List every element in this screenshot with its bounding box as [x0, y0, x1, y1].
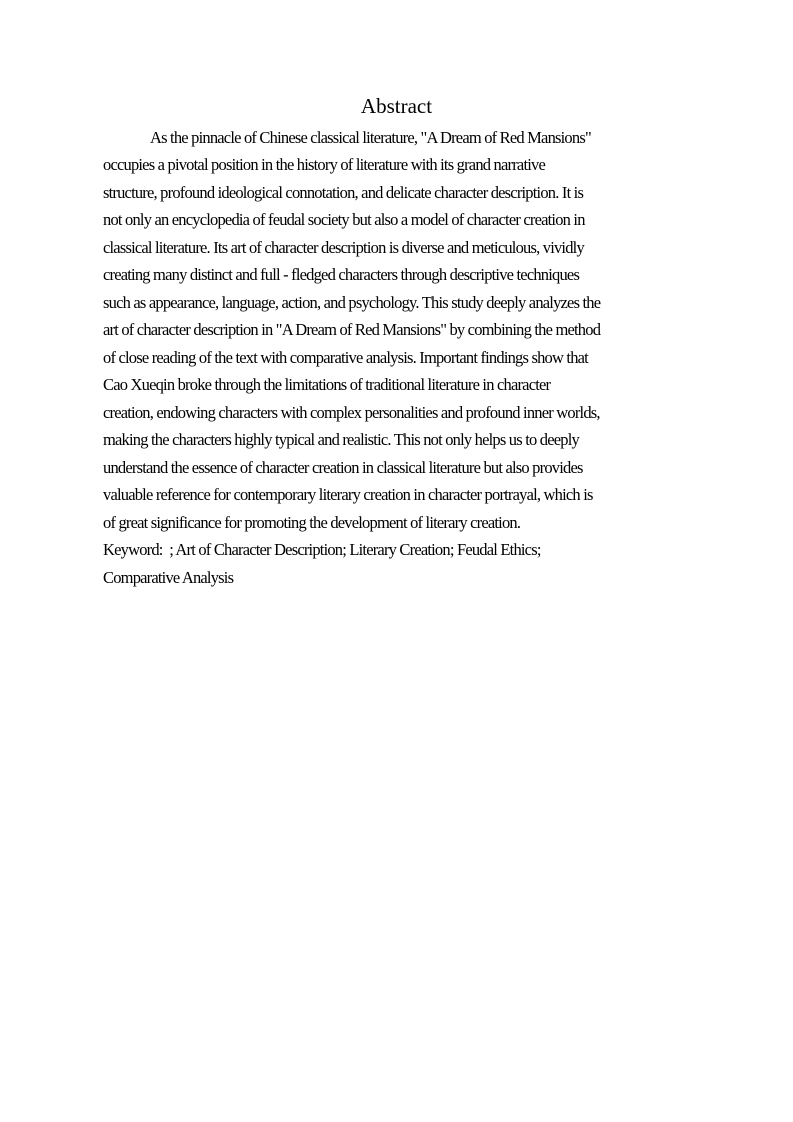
text-line: As the pinnacle of Chinese classical literature, "A Dream of Red Mansions": [150, 127, 591, 147]
text-line: structure, profound ideological connotation, and delicate character description. It is: [103, 182, 584, 202]
text-line: making the characters highly typical and realistic. This not only helps us to deeply: [103, 430, 579, 449]
text-line: of close reading of the text with comparative analysis. Important findings show that: [103, 347, 588, 367]
abstract-paragraph: [103, 124, 690, 537]
text-line: occupies a pivotal position in the history of literature with its grand narrative: [103, 155, 545, 174]
keywords-paragraph: [103, 536, 690, 591]
text-line: art of character description in "A Dream of Red Mansions" by combining the method: [103, 320, 601, 339]
text-line: of great significance for promoting the development of literary creation.: [103, 512, 521, 532]
text-line: creating many distinct and full - fledged characters through descriptive techniques: [103, 265, 580, 284]
text-line: Comparative Analysis: [103, 567, 234, 587]
text-line: valuable reference for contemporary literary creation in character portrayal, which is: [103, 485, 593, 504]
text-line: such as appearance, language, action, and psychology. This study deeply analyzes the: [103, 292, 601, 312]
text-line: Cao Xueqin broke through the limitations of traditional literature in character: [103, 375, 551, 394]
text-line: classical literature. Its art of character description is diverse and meticulous, vividly: [103, 237, 584, 257]
text-line: understand the essence of character creation in classical literature but also provides: [103, 457, 583, 477]
text-line: Keyword: ; Art of Character Description; Literary Creation; Feudal Ethics;: [103, 540, 541, 559]
text-line: not only an encyclopedia of feudal society but also a model of character creation in: [103, 210, 585, 229]
abstract-title: Abstract: [360, 94, 433, 118]
text-line: creation, endowing characters with complex personalities and profound inner worlds,: [103, 402, 600, 422]
